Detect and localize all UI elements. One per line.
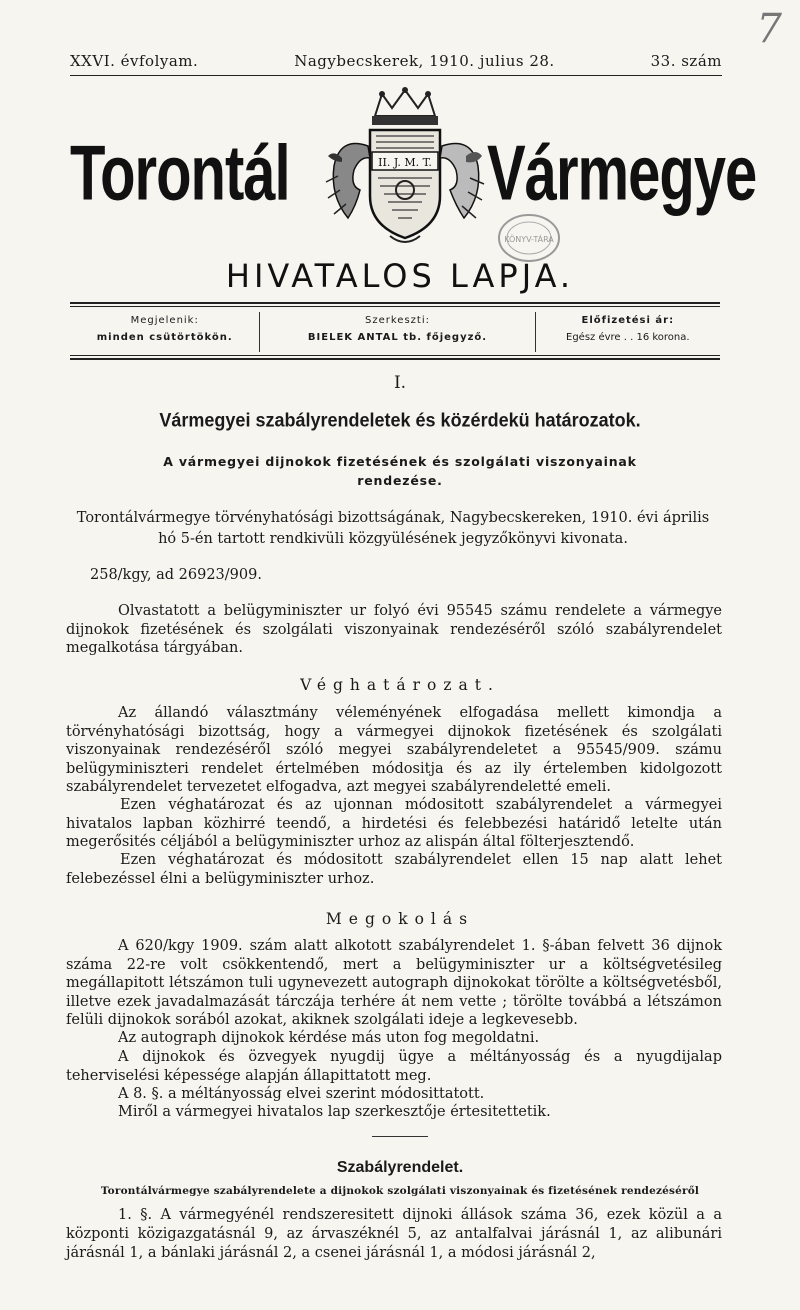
crest-inscription: II. J. M. T. [378, 156, 432, 169]
resolution-paragraph-2: Ezen véghatározat és az ujonnan módositott szabályrendelet a vármegyei hivatalos lapban közhirré teendő, a hirdetési és felebbezési határidő letelte után megerősités céljából a belügyminiszter urhoz az alispán által fölterjesztendő. [66, 797, 722, 850]
section-number: I. [393, 373, 407, 393]
section-title: Vármegyei szabályrendeletek és közérdekü határozatok. [159, 408, 641, 431]
editor-value: BIELEK ANTAL tb. főjegyző. [307, 332, 488, 343]
resolution-paragraph-3: Ezen véghatározat és módositott szabályrendelet ellen 15 nap alatt lehet felebezéssel élni a belügyminiszter urhoz. [66, 852, 722, 887]
section-divider [372, 1136, 428, 1137]
issue-number: 33. szám [650, 52, 722, 70]
intro-line-1: Torontálvármegye törvényhatósági bizottságának, Nagybecskereken, 1910. évi április [76, 510, 710, 526]
masthead-left: Torontál [70, 129, 290, 218]
coat-of-arms [320, 86, 490, 254]
reasoning-paragraph-3: A dijnokok és özvegyek nyugdij ügye a méltányosság és a nyugdijalap teherviselési képessége alapján állapittatott meg. [66, 1049, 722, 1084]
editor-column [259, 312, 535, 352]
paragraph-read: Olvastatott a belügyminiszter ur folyó évi 95545 számu rendelete a vármegye dijnokok fizetésének és szolgálati viszonyainak rendezéséről szóló szabályrendelet megalkotása tárgyában. [66, 603, 722, 656]
price-label: Előfizetési ár: [581, 315, 675, 326]
published-value: minden csütörtökön. [96, 332, 233, 343]
intro-line-2: hó 5-én tartott rendkivüli közgyülésének jegyzőkönyvi kivonata. [158, 531, 628, 547]
intro-text [66, 508, 720, 550]
price-column [536, 312, 720, 352]
issue-header [70, 52, 722, 70]
reasoning-paragraph-4: A 8. §. a méltányosság elvei szerint módosittatott. [118, 1086, 485, 1102]
article-heading-line-1: A vármegyei dijnokok fizetésének és szolgálati viszonyainak [163, 454, 637, 469]
stamp-text: KÖNYV-TÁRA [504, 235, 554, 244]
published-label: Megjelenik: [130, 315, 199, 326]
info-rule-top [70, 302, 720, 304]
reasoning-paragraph-1: A 620/kgy 1909. szám alatt alkotott szabályrendelet 1. §-ában felvett 36 dijnok száma 22-re volt csökkentendő, mert a belügyminiszter ur a költségvetésileg megállapitott létszámon tuli ugynevezett autograph dijnokokat törölte a költségvetésből, illetve ezek javadalmazását tárczája terhére át nem vette ; törölte továbbá a létszámon felüli dijnokok sorából azokat, akiknek szolgálati ideje a legkevesebb. [66, 938, 722, 1028]
regulation-body: 1. §. A vármegyénél rendszeresitett dijnoki állások száma 36, ezek közül a a központi közigazgatásnál 9, az árvaszéknél 5, az antalfalvai járásnál 1, az alibunári járásnál 1, a bánlaki járásnál 2, a csenei járásnál 1, a módosi járásnál 2, [66, 1207, 722, 1261]
reasoning-paragraph-5: Miről a vármegyei hivatalos lap szerkesztője értesitettetik. [118, 1104, 551, 1120]
info-box [70, 312, 720, 352]
resolution-heading: Véghatározat. [300, 676, 500, 694]
masthead-subtitle: HIVATALOS LAPJA. [225, 257, 575, 295]
place-date: Nagybecskerek, 1910. julius 28. [294, 52, 555, 70]
reasoning-paragraph-2: Az autograph dijnokok kérdése más uton fog megoldatni. [118, 1030, 540, 1046]
regulation-subtitle: Torontálvármegye szabályrendelete a dijnokok szolgálati viszonyainak és fizetésének rendezéséről [100, 1185, 700, 1197]
reference-number: 258/kgy, ad 26923/909. [90, 567, 262, 583]
reasoning-heading: Megokolás [325, 910, 475, 928]
regulation-title: Szabályrendelet. [336, 1159, 464, 1176]
info-rule-bottom [70, 358, 720, 360]
article-heading-line-2: rendezése. [357, 473, 443, 488]
header-rule [70, 75, 722, 76]
published-column [70, 312, 259, 352]
volume-label: XXVI. évfolyam. [70, 52, 199, 70]
resolution-paragraph-1: Az állandó választmány véleményének elfogadása mellett kimondja a törvényhatósági bizottság, hogy a vármegyei dijnokok fizetésének és szolgálati viszonyainak rendezéséről szóló megyei szabályrendeletet a 95545/909. számu belügyminiszteri rendelet értelmében módositja és az ily értelemben kidolgozott szabályrendelet tervezetet elfogadva, azt megyei szabályrendeletté emeli. [66, 705, 722, 795]
masthead-right: Vármegye [487, 129, 757, 218]
info-rule-bottom-thin [70, 355, 720, 356]
article-heading [100, 452, 700, 490]
editor-label: Szerkeszti: [365, 315, 430, 326]
info-rule-top-thin [70, 306, 720, 307]
handwritten-page-number: 7 [756, 6, 782, 52]
price-value: Egész évre . . 16 korona. [566, 332, 690, 343]
